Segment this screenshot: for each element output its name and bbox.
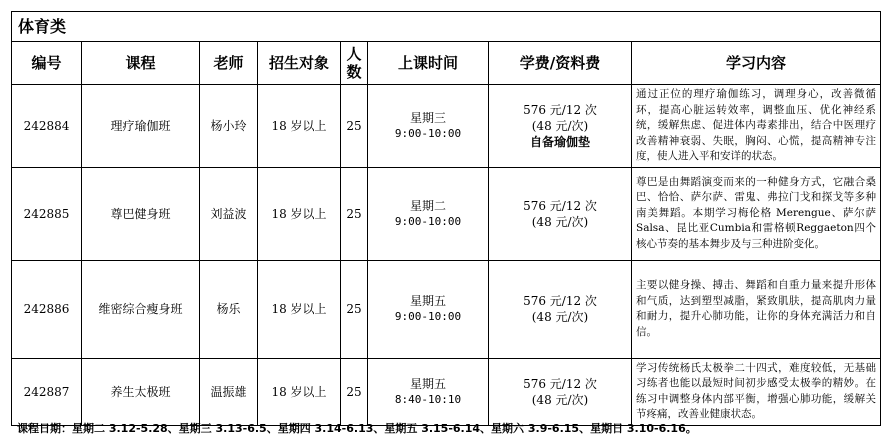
fee-amount: 576 元/12 次	[523, 294, 597, 308]
fee	[489, 260, 632, 358]
schedule-time: 9:00-10:00	[394, 214, 462, 228]
header-count	[341, 42, 368, 85]
material-fee: (48 元/次)	[531, 118, 589, 133]
teacher-name: 杨小玲	[200, 85, 258, 168]
material-fee: (48 元/次)	[531, 214, 589, 229]
fee	[489, 167, 632, 260]
header-row	[12, 42, 881, 85]
course-table	[11, 11, 881, 426]
material-fee: (48 元/次)	[531, 310, 589, 324]
course-code: 242887	[12, 358, 82, 425]
table-row	[12, 358, 881, 425]
schedule	[368, 260, 489, 358]
header-code: 编号	[12, 42, 82, 85]
course-description: 主要以健身操、搏击、舞蹈和自重力量来提升形体和气质，达到塑型减脂，紧致肌肤，提高肌肉力量和耐力，提升心肺功能，让你的身体充满活力和自信。	[632, 260, 881, 358]
header-content: 学习内容	[632, 42, 881, 85]
schedule-day: 星期五	[409, 376, 446, 391]
course-table-container	[11, 11, 880, 426]
fee-amount: 576 元/12 次	[523, 102, 597, 117]
schedule-day: 星期五	[409, 294, 446, 308]
header-time: 上课时间	[368, 42, 489, 85]
fee	[489, 358, 632, 425]
course-code: 242886	[12, 260, 82, 358]
course-dates-note: 课程日期：星期二 3.12-5.28、星期三 3.13-6.5、星期四 3.14-6.13、星期五 3.15-6.14、星期六 3.9-6.15、星期日 3.10-6.16。	[17, 422, 697, 435]
audience: 18 岁以上	[258, 85, 341, 168]
capacity: 25	[341, 167, 368, 260]
course-description: 通过正位的理疗瑜伽练习，调理身心，改善微循环，提高心脏运转效率，调整血压、优化神经系统，缓解焦虑、促进体内毒素排出，结合中医理疗改善精神衰弱、失眠，胸闷、心慌，提高精神专注度，使人进入平和安详的状态。	[632, 85, 881, 168]
course-code: 242884	[12, 85, 82, 168]
course-name: 养生太极班	[82, 358, 200, 425]
table-row	[12, 85, 881, 168]
audience: 18 岁以上	[258, 358, 341, 425]
section-title-row	[12, 12, 881, 42]
schedule-time: 9:00-10:00	[394, 126, 462, 140]
schedule	[368, 167, 489, 260]
schedule-day: 星期三	[409, 110, 446, 125]
course-name: 维密综合瘦身班	[82, 260, 200, 358]
header-course: 课程	[82, 42, 200, 85]
course-description: 学习传统杨氏太极拳二十四式，难度较低，无基础习练者也能以最短时间初步感受太极拳的精妙。在练习中调整身体内部平衡，增强心肺功能，缓解关节疼痛，改善业健康状态。	[632, 358, 881, 425]
header-count-line2: 数	[346, 63, 362, 81]
course-description: 尊巴是由舞蹈演变而来的一种健身方式，它融合桑巴、恰恰、萨尔萨、雷鬼、弗拉门戈和探戈等多种南美舞蹈。本期学习梅伦格 Merengue、萨尔萨Salsa、昆比亚Cumbia和雷格顿Reggaeton四个核心节奏的基本舞步及与三种进阶变化。	[632, 167, 881, 260]
fee-amount: 576 元/12 次	[523, 376, 597, 391]
material-fee: (48 元/次)	[531, 392, 589, 407]
teacher-name: 刘益波	[200, 167, 258, 260]
header-fee: 学费/资料费	[489, 42, 632, 85]
fee-note: 自备瑜伽垫	[529, 134, 590, 149]
teacher-name: 杨乐	[200, 260, 258, 358]
header-count-line1: 人	[346, 45, 362, 63]
audience: 18 岁以上	[258, 167, 341, 260]
schedule-time: 8:40-10:10	[394, 392, 462, 406]
fee-amount: 576 元/12 次	[523, 198, 597, 213]
audience: 18 岁以上	[258, 260, 341, 358]
schedule	[368, 358, 489, 425]
capacity: 25	[341, 260, 368, 358]
course-name: 理疗瑜伽班	[82, 85, 200, 168]
schedule-day: 星期二	[409, 198, 446, 213]
header-audience: 招生对象	[258, 42, 341, 85]
capacity: 25	[341, 85, 368, 168]
teacher-name: 温振雄	[200, 358, 258, 425]
header-teacher: 老师	[200, 42, 258, 85]
schedule	[368, 85, 489, 168]
fee	[489, 85, 632, 168]
capacity: 25	[341, 358, 368, 425]
table-row	[12, 167, 881, 260]
section-title: 体育类	[12, 12, 881, 42]
course-name: 尊巴健身班	[82, 167, 200, 260]
course-code: 242885	[12, 167, 82, 260]
table-row	[12, 260, 881, 358]
schedule-time: 9:00-10:00	[394, 310, 462, 323]
